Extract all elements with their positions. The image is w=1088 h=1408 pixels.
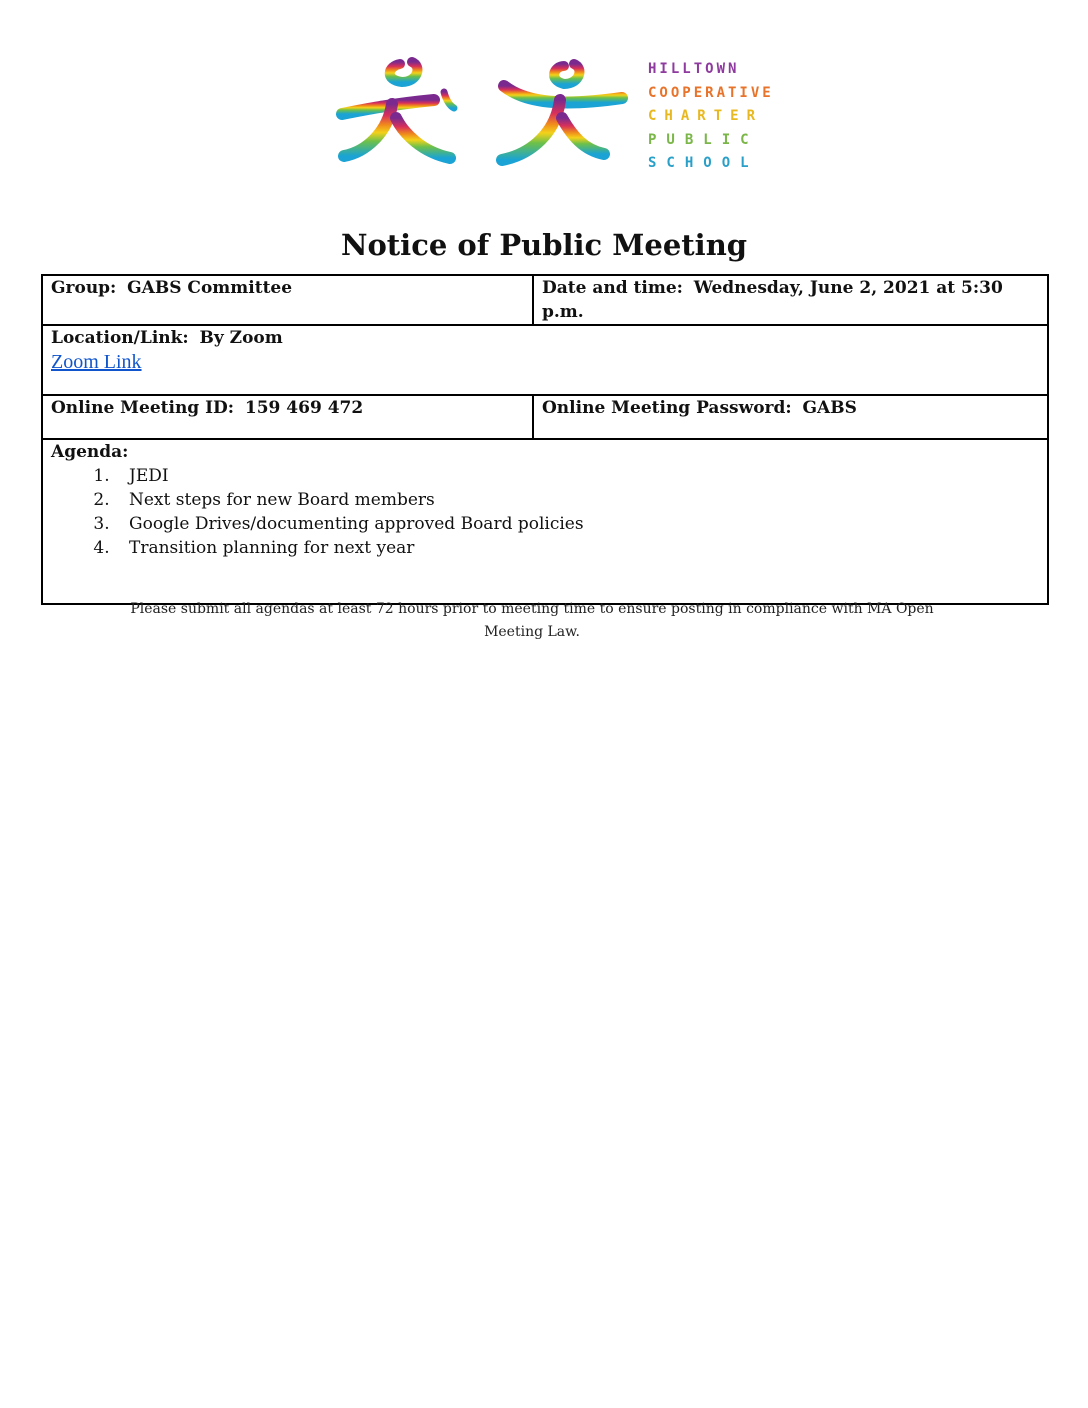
logo-line: CHARTER	[648, 108, 764, 124]
datetime-label: Date and time:	[542, 278, 683, 298]
meeting-id-cell	[42, 395, 533, 439]
agenda-cell	[42, 439, 1048, 604]
location-label: Location/Link:	[51, 328, 189, 348]
password-value: GABS	[802, 398, 857, 418]
logo-line: PUBLIC	[648, 131, 759, 148]
datetime-cell	[533, 275, 1048, 325]
logo-line: COOPERATIVE	[648, 84, 774, 101]
group-cell	[42, 275, 533, 325]
agenda-item: 2. Next steps for new Board members	[115, 488, 1039, 512]
zoom-link[interactable]: Zoom Link	[51, 351, 142, 373]
agenda-item: 3. Google Drives/documenting approved Board policies	[115, 512, 1039, 536]
password-label: Online Meeting Password:	[542, 398, 792, 418]
group-value: GABS Committee	[127, 278, 293, 298]
table-row	[42, 325, 1048, 395]
datetime-value: Wednesday, June 2, 2021 at 5:30 p.m.	[542, 278, 1003, 322]
logo-line: SCHOOL	[648, 155, 759, 171]
meeting-id-label: Online Meeting ID:	[51, 398, 235, 418]
agenda-item: 1. JEDI	[115, 464, 1039, 488]
table-row	[42, 439, 1048, 604]
logo-line: HILLTOWN	[648, 61, 740, 77]
logo-wordmark	[648, 58, 788, 176]
table-row	[42, 395, 1048, 439]
agenda-item: 4. Transition planning for next year	[115, 536, 1039, 560]
location-value: By Zoom	[199, 328, 283, 348]
agenda-label: Agenda:	[51, 442, 129, 462]
page-title: Notice of Public Meeting	[340, 228, 748, 262]
footnote: Please submit all agendas at least 72 hours prior to meeting time to ensure posting in compliance with MA Open Meeting Law.	[130, 601, 934, 640]
meeting-details-table	[41, 274, 1049, 605]
logo-figures-icon	[322, 52, 632, 182]
location-cell	[42, 325, 1048, 395]
group-label: Group:	[51, 278, 117, 298]
table-row	[42, 275, 1048, 325]
meeting-id-value: 159 469 472	[244, 398, 364, 418]
school-logo	[322, 52, 792, 182]
agenda-list	[51, 464, 1039, 560]
password-cell	[533, 395, 1048, 439]
